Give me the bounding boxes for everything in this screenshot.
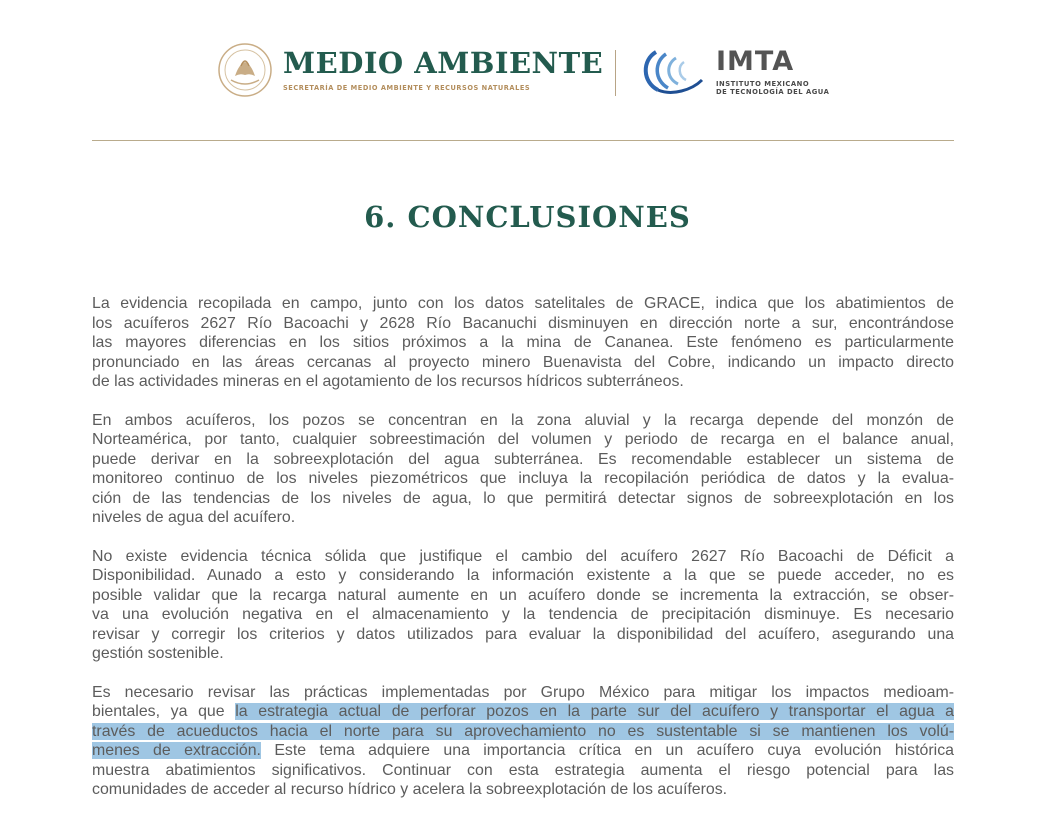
text-line: las mayores diferencias en los sitios próximos a la mina de Cananea. Este fenómeno es particularmente — [92, 334, 954, 351]
text-line: pronunciado en las áreas cercanas al proyecto minero Buenavista del Cobre, indicando un impacto directo — [92, 353, 954, 371]
text-line: puede derivar en la sobreexplotación del agua subterránea. Es recomendable establecer un sistema de — [92, 450, 954, 468]
text-line: revisar y corregir los criterios y datos utilizados para evaluar la disponibilidad del acuífero, asegurando una — [92, 625, 954, 643]
text-line: Norteamérica, por tanto, cualquier sobreestimación del volumen y periodo de recarga en el balance anual, — [92, 431, 954, 448]
paragraph — [92, 411, 954, 528]
paragraph — [92, 294, 954, 392]
institute-subtitle-line: DE TECNOLOGÍA DEL AGUA — [716, 88, 830, 96]
text-line: En ambos acuíferos, los pozos se concentran en la zona aluvial y la recarga depende del monzón de — [92, 411, 954, 429]
text-line: ción de las tendencias de los niveles de agua, lo que permitirá detectar signos de sobreexplotación en los — [92, 489, 954, 507]
text-line — [92, 702, 954, 722]
text-line: comunidades de acceder al recurso hídrico y acelera la sobreexplotación de los acuíferos. — [92, 781, 728, 798]
brand-title: MEDIO AMBIENTE — [283, 46, 604, 80]
header-divider — [615, 50, 616, 96]
text-line — [92, 722, 954, 742]
text-span: Este tema adquiere una importancia crítica en un acuífero cuya evolución histórica — [260, 742, 954, 759]
text-line: niveles de agua del acuífero. — [92, 509, 296, 526]
institute-title: IMTA — [716, 46, 795, 77]
header-rule — [92, 140, 954, 141]
institute-subtitle — [716, 80, 829, 96]
text-line: No existe evidencia técnica sólida que justifique el cambio del acuífero 2627 Río Bacoachi de Déficit a — [92, 547, 954, 565]
text-line: Disponibilidad. Aunado a esto y considerando la información existente a la que se puede acceder, no es — [92, 567, 954, 584]
document-body — [92, 294, 954, 800]
text-line: posible validar que la recarga natural aumente en un acuífero donde se incrementa la extracción, se obser- — [92, 586, 954, 604]
text-line: los acuíferos 2627 Río Bacoachi y 2628 Río Bacanuchi disminuyen en dirección norte a sur, encontrándose — [92, 314, 954, 332]
text-line: de las actividades mineras en el agotamiento de los recursos hídricos subterráneos. — [92, 373, 684, 390]
section-title: 6. CONCLUSIONES — [364, 200, 691, 234]
page-header — [0, 38, 1055, 108]
text-span: bientales, ya que — [92, 703, 236, 720]
text-line: gestión sostenible. — [92, 645, 224, 662]
text-line: muestra abatimientos significativos. Continuar con esta estrategia aumenta el riesgo potencial para las — [92, 761, 954, 779]
highlighted-text: menes de extracción. — [92, 742, 261, 759]
highlighted-text: través de acueductos hacia el norte para su aprovechamiento no es sustentable si se mantienen los volú- — [92, 722, 954, 740]
national-seal-icon — [217, 42, 273, 98]
imta-wave-logo-icon — [636, 46, 710, 96]
text-line: La evidencia recopilada en campo, junto con los datos satelitales de GRACE, indica que los abatimientos de — [92, 295, 954, 312]
text-line: Es necesario revisar las prácticas implementadas por Grupo México para mitigar los impactos medioam- — [92, 683, 954, 701]
institute-subtitle-line: INSTITUTO MEXICANO — [716, 80, 810, 88]
highlighted-text: la estrategia actual de perforar pozos en la parte sur del acuífero y transportar el agua a — [235, 703, 954, 720]
text-line — [92, 741, 954, 761]
text-line: monitoreo continuo de los niveles piezométricos que incluya la recopilación periódica de datos y la evalua- — [92, 470, 954, 487]
paragraph — [92, 547, 954, 664]
brand-subtitle: SECRETARÍA DE MEDIO AMBIENTE Y RECURSOS NATURALES — [283, 84, 531, 92]
paragraph — [92, 683, 954, 800]
text-line: va una evolución negativa en el almacenamiento y la tendencia de precipitación disminuye. Es necesario — [92, 606, 954, 623]
